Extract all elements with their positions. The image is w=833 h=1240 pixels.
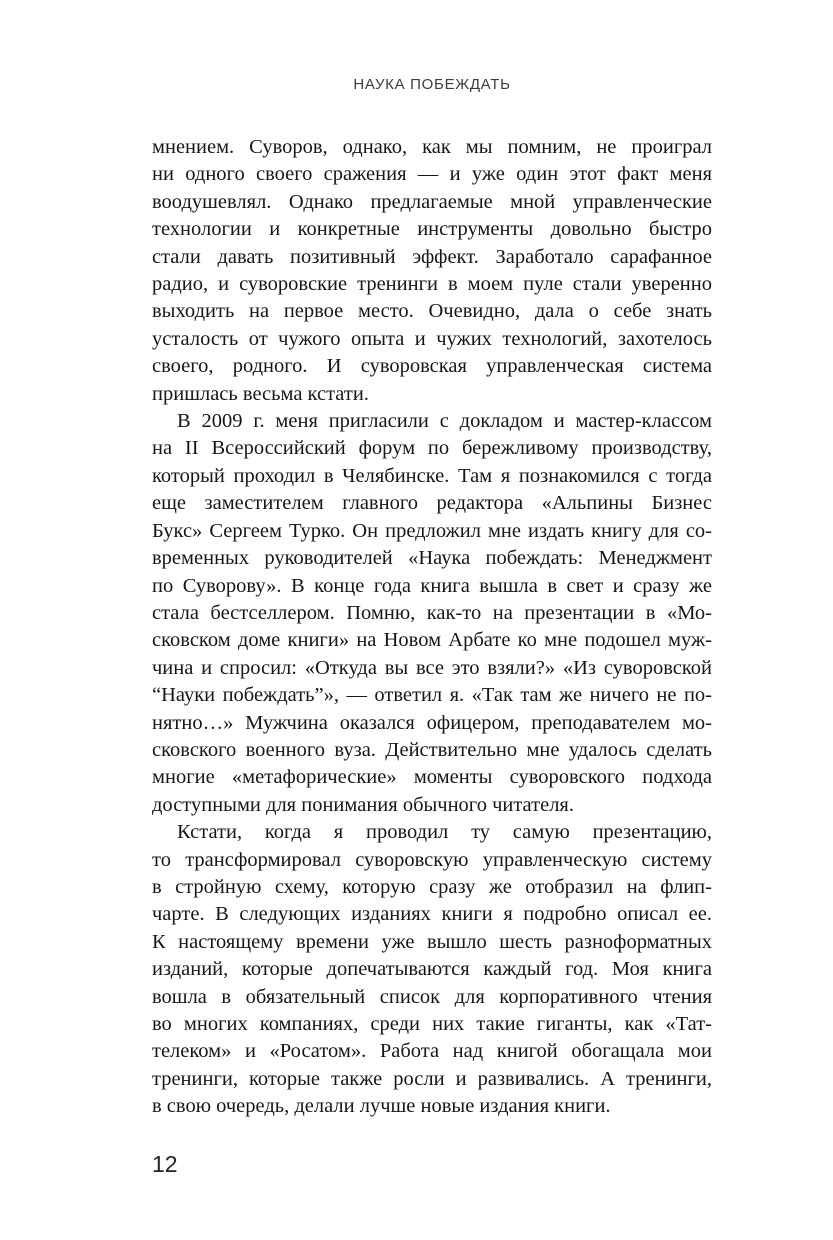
text-line: В 2009 г. меня пригласили с докладом и мастер-классом: [177, 410, 712, 433]
text-line: “Науки побеждать”», — ответил я. «Так там же ничего не по-: [152, 684, 712, 707]
text-line: тренинги, которые также росли и развивались. А тренинги,: [152, 1067, 712, 1090]
text-line: многие «метафорические» моменты суворовского подхода: [152, 766, 712, 789]
text-line: технологии и конкретные инструменты довольно быстро: [152, 218, 712, 241]
text-line: К настоящему времени уже вышло шесть разноформатных: [152, 930, 712, 953]
text-line: сковском доме книги» на Новом Арбате ко мне подошел муж-: [152, 629, 712, 652]
text-line: вошла в обязательный список для корпоративного чтения: [152, 985, 712, 1008]
text-line: стали давать позитивный эффект. Заработало сарафанное: [152, 245, 712, 268]
text-line: в стройную схему, которую сразу же отобразил на флип-: [152, 875, 712, 898]
text-line: своего, родного. И суворовская управленческая система: [152, 355, 712, 378]
text-line: сковского военного вуза. Действительно мне удалось сделать: [152, 738, 712, 761]
text-line: пришлась весьма кстати.: [152, 382, 369, 405]
text-line: воодушевлял. Однако предлагаемые мной управленческие: [152, 190, 712, 213]
text-line: который проходил в Челябинске. Там я познакомился с тогда: [152, 464, 712, 487]
text-line: мнением. Суворов, однако, как мы помним, не проиграл: [152, 136, 712, 158]
text-line: чарте. В следующих изданиях книги я подробно описал ее.: [152, 903, 712, 926]
text-line: по Суворову». В конце года книга вышла в свет и сразу же: [152, 574, 712, 597]
text-line: усталость от чужого опыта и чужих технологий, захотелось: [152, 327, 712, 350]
text-line: еще заместителем главного редактора «Альпины Бизнес: [152, 492, 712, 515]
body-text: [152, 134, 712, 1121]
text-line: Букс» Сергеем Турко. Он предложил мне издать книгу для со-: [152, 519, 712, 542]
page-number: 12: [152, 1151, 178, 1177]
text-line: ни одного своего сражения — и уже один этот факт меня: [152, 163, 712, 186]
text-line: в свою очередь, делали лучше новые издания книги.: [152, 1095, 611, 1118]
text-line: доступными для понимания обычного читателя.: [152, 793, 574, 816]
text-line: на II Всероссийский форум по бережливому производству,: [152, 437, 712, 460]
text-line: Кстати, когда я проводил ту самую презентацию,: [177, 821, 712, 844]
text-line: радио, и суворовские тренинги в моем пуле стали уверенно: [152, 273, 712, 296]
text-line: чина и спросил: «Откуда вы все это взяли?» «Из суворовской: [152, 656, 712, 679]
text-line: временных руководителей «Наука побеждать: Менеджмент: [152, 547, 712, 570]
text-line: то трансформировал суворовскую управленческую систему: [152, 848, 712, 871]
text-line: нятно…» Мужчина оказался офицером, преподавателем мо-: [152, 711, 712, 734]
text-line: выходить на первое место. Очевидно, дала о себе знать: [152, 300, 712, 323]
text-line: телеком» и «Росатом». Работа над книгой обогащала мои: [152, 1040, 712, 1063]
text-line: стала бестселлером. Помню, как-то на презентации в «Мо-: [152, 601, 712, 624]
running-head: НАУКА ПОБЕЖДАТЬ: [353, 76, 511, 93]
text-line: изданий, которые допечатываются каждый год. Моя книга: [152, 958, 712, 981]
text-line: во многих компаниях, среди них такие гиганты, как «Тат-: [152, 1013, 712, 1035]
